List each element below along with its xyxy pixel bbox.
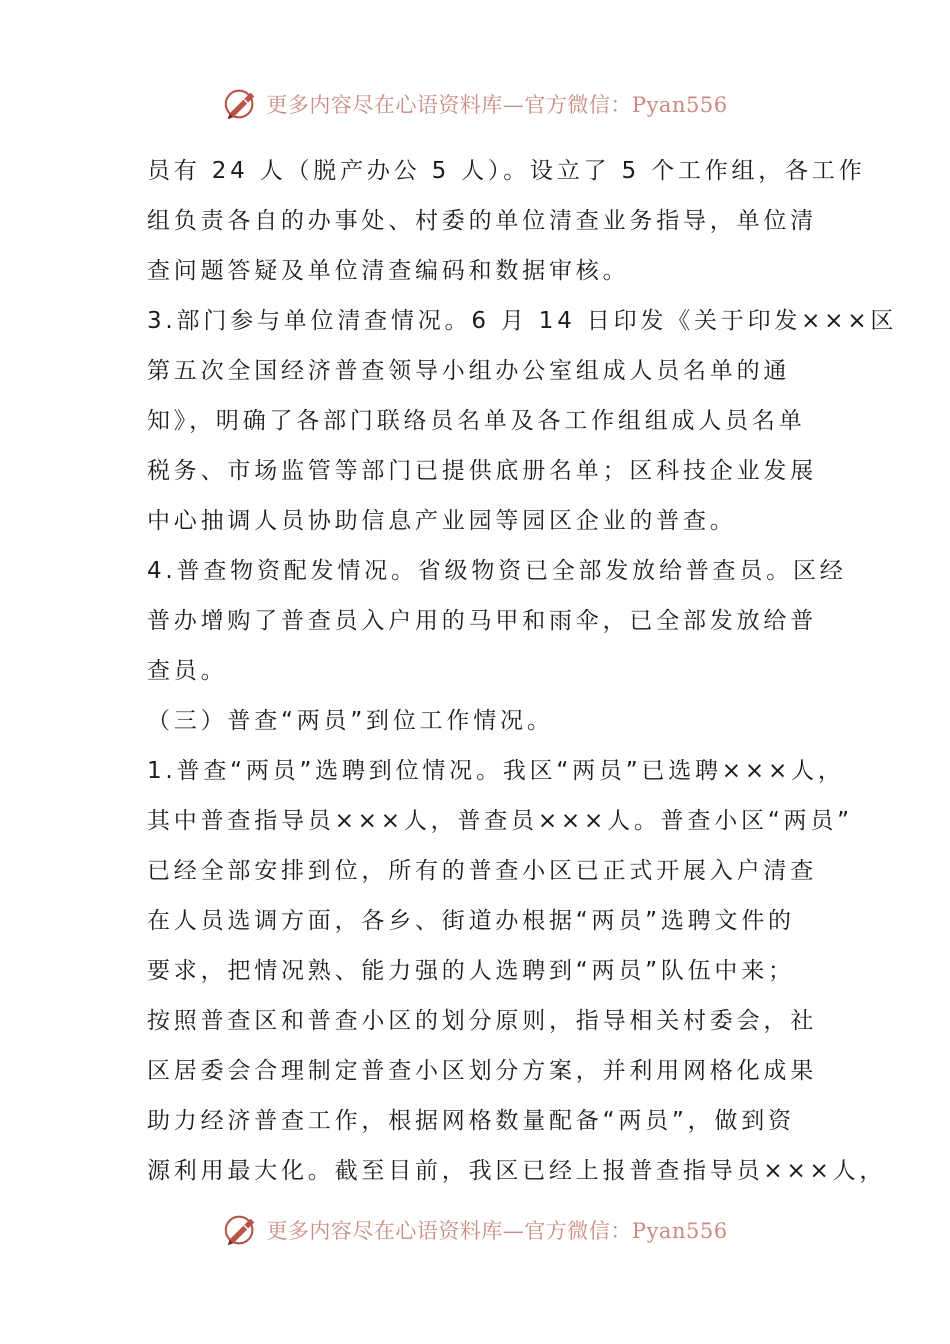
text-line: 源利用最大化。截至目前，我区已经上报普查指导员×××人，: [147, 1158, 887, 1184]
text-line: 普办增购了普查员入户用的马甲和雨伞，已全部发放给普: [147, 608, 817, 634]
text-line: 3.部门参与单位清查情况。6 月 14 日印发《关于印发×××区: [147, 308, 898, 334]
document-body: [147, 146, 898, 1196]
text-line: 要求，把情况熟、能力强的人选聘到“两员”队伍中来；: [147, 958, 795, 984]
text-line: 已经全部安排到位，所有的普查小区已正式开展入户清查: [147, 858, 817, 884]
text-line: 税务、市场监管等部门已提供底册名单；区科技企业发展: [147, 458, 817, 484]
text-line: 1.普查“两员”选聘到位情况。我区“两员”已选聘×××人，: [147, 758, 845, 784]
header-watermark: [0, 82, 950, 126]
text-line: 查员。: [147, 658, 228, 684]
text-line: 组负责各自的办事处、村委的单位清查业务指导，单位清: [147, 208, 817, 234]
pen-logo-icon: [222, 85, 260, 123]
watermark-text: 更多内容尽在心语资料库—官方微信：Pyan556: [266, 1219, 728, 1243]
text-line: 员有 24 人（脱产办公 5 人）。设立了 5 个工作组，各工作: [147, 158, 866, 184]
text-line: 助力经济普查工作，根据网格数量配备“两员”，做到资: [147, 1108, 795, 1134]
text-line: 中心抽调人员协助信息产业园等园区企业的普查。: [147, 508, 737, 534]
text-line: 按照普查区和普查小区的划分原则，指导相关村委会，社: [147, 1008, 817, 1034]
footer-watermark: [0, 1208, 950, 1252]
text-line: 知》，明确了各部门联络员名单及各工作组组成人员名单: [147, 408, 806, 434]
watermark-text: 更多内容尽在心语资料库—官方微信：Pyan556: [266, 93, 728, 117]
pen-logo-icon: [222, 1211, 260, 1249]
text-line: 查问题答疑及单位清查编码和数据审核。: [147, 258, 630, 284]
text-line: 区居委会合理制定普查小区划分方案，并利用网格化成果: [147, 1058, 817, 1084]
text-line: 4.普查物资配发情况。省级物资已全部发放给普查员。区经: [147, 558, 847, 584]
text-line: 第五次全国经济普查领导小组办公室组成人员名单的通: [147, 358, 791, 384]
text-line: 在人员选调方面，各乡、街道办根据“两员”选聘文件的: [147, 908, 795, 934]
section-heading: （三）普查“两员”到位工作情况。: [147, 708, 554, 734]
text-line: 其中普查指导员×××人，普查员×××人。普查小区“两员”: [147, 808, 853, 834]
